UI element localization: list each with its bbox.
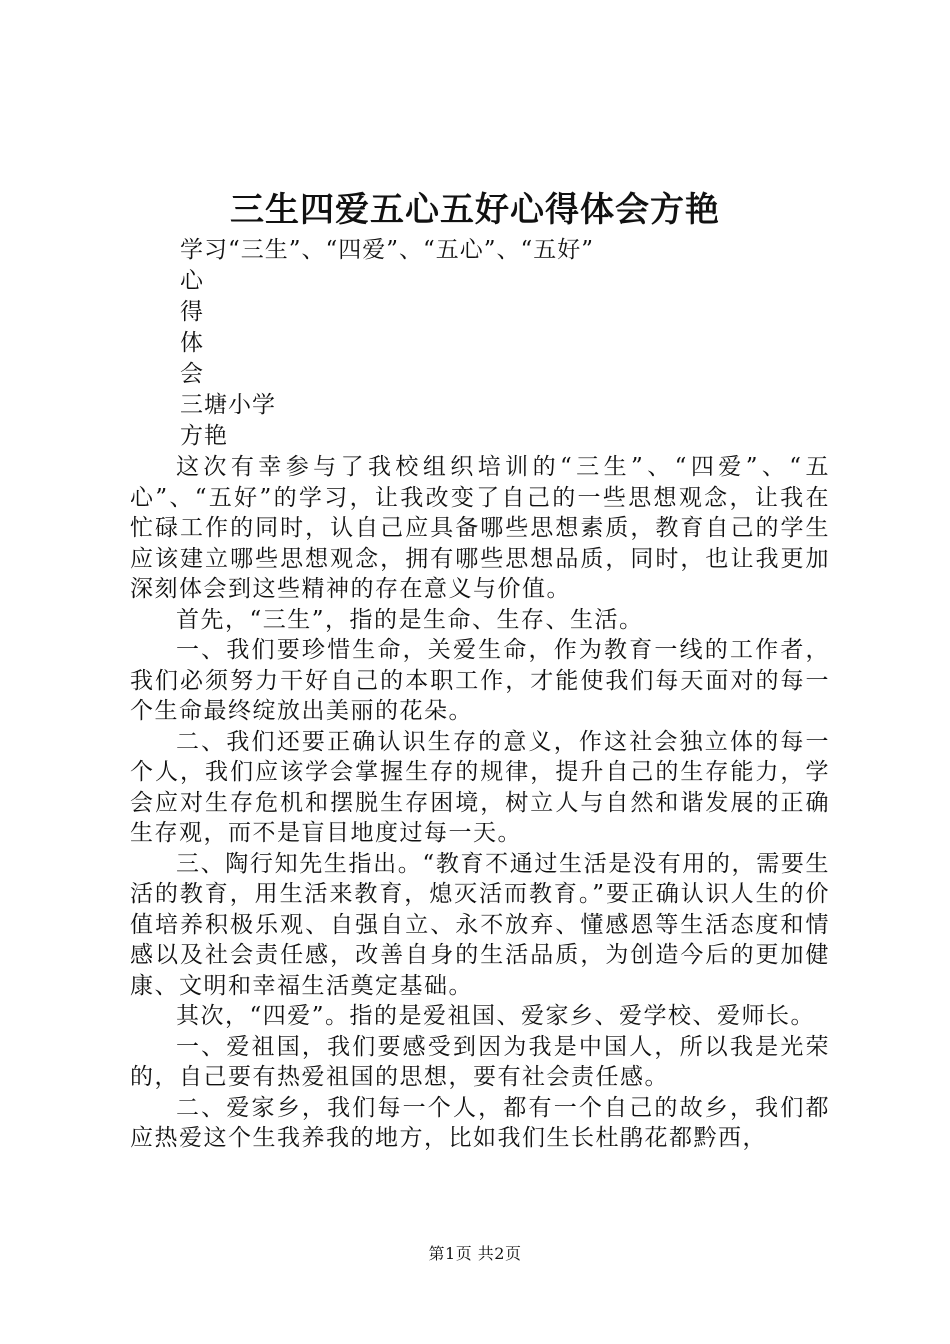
paragraph: 二、爱家乡，我们每一个人，都有一个自己的故乡，我们都应热爱这个生我养我的地方，比如我们生长杜鹃花都黔西， [130, 1094, 830, 1151]
paragraph: 首先，“三生”，指的是生命、生存、生活。 [176, 606, 644, 633]
subheading-line: 学习“三生”、“四爱”、“五心”、“五好” [180, 237, 595, 263]
author-name: 方艳 [180, 423, 228, 449]
subheading-block [180, 235, 594, 452]
paragraph: 这次有幸参与了我校组织培训的“三生”、“四爱”、“五心”、“五好”的学习，让我改变了自己的一些思想观念，让我在忙碌工作的同时，认自己应具备哪些思想素质，教育自己的学生应该建立哪些思想观念，拥有哪些思想品质，同时，也让我更加深刻体会到这些精神的存在意义与价值。 [130, 454, 830, 602]
document-title: 三生四爱五心五好心得体会方艳 [230, 190, 720, 230]
paragraph: 一、爱祖国，我们要感受到因为我是中国人，所以我是光荣的，自己要有热爱祖国的思想，要有社会责任感。 [130, 1033, 830, 1090]
subheading-line: 体 [180, 330, 204, 356]
subheading-line: 心 [180, 268, 204, 294]
paragraph: 三、陶行知先生指出。“教育不通过生活是没有用的，需要生活的教育，用生活来教育，熄灭活而教育。”要正确认识人生的价值培养积极乐观、自强自立、永不放弃、懂感恩等生活态度和情感以及社会责任感，改善自身的生活品质，为创造今后的更加健康、文明和幸福生活奠定基础。 [130, 850, 830, 999]
subheading-line: 得 [180, 299, 204, 325]
page-footer: 第1页 共2页 [428, 1244, 522, 1263]
subheading-line: 会 [180, 361, 204, 387]
school-name: 三塘小学 [180, 392, 276, 418]
body-text [130, 452, 830, 1154]
paragraph: 二、我们还要正确认识生存的意义，作这社会独立体的每一个人，我们应该学会掌握生存的规律，提升自己的生存能力，学会应对生存危机和摆脱生存困境，树立人与自然和谐发展的正确生存观，而不是盲目地度过每一天。 [130, 728, 830, 846]
paragraph: 一、我们要珍惜生命，关爱生命，作为教育一线的工作者，我们必须努力干好自己的本职工作，才能使我们每天面对的每一个生命最终绽放出美丽的花朵。 [130, 637, 830, 724]
paragraph: 其次，“四爱”。指的是爱祖国、爱家乡、爱学校、爱师长。 [176, 1003, 816, 1029]
